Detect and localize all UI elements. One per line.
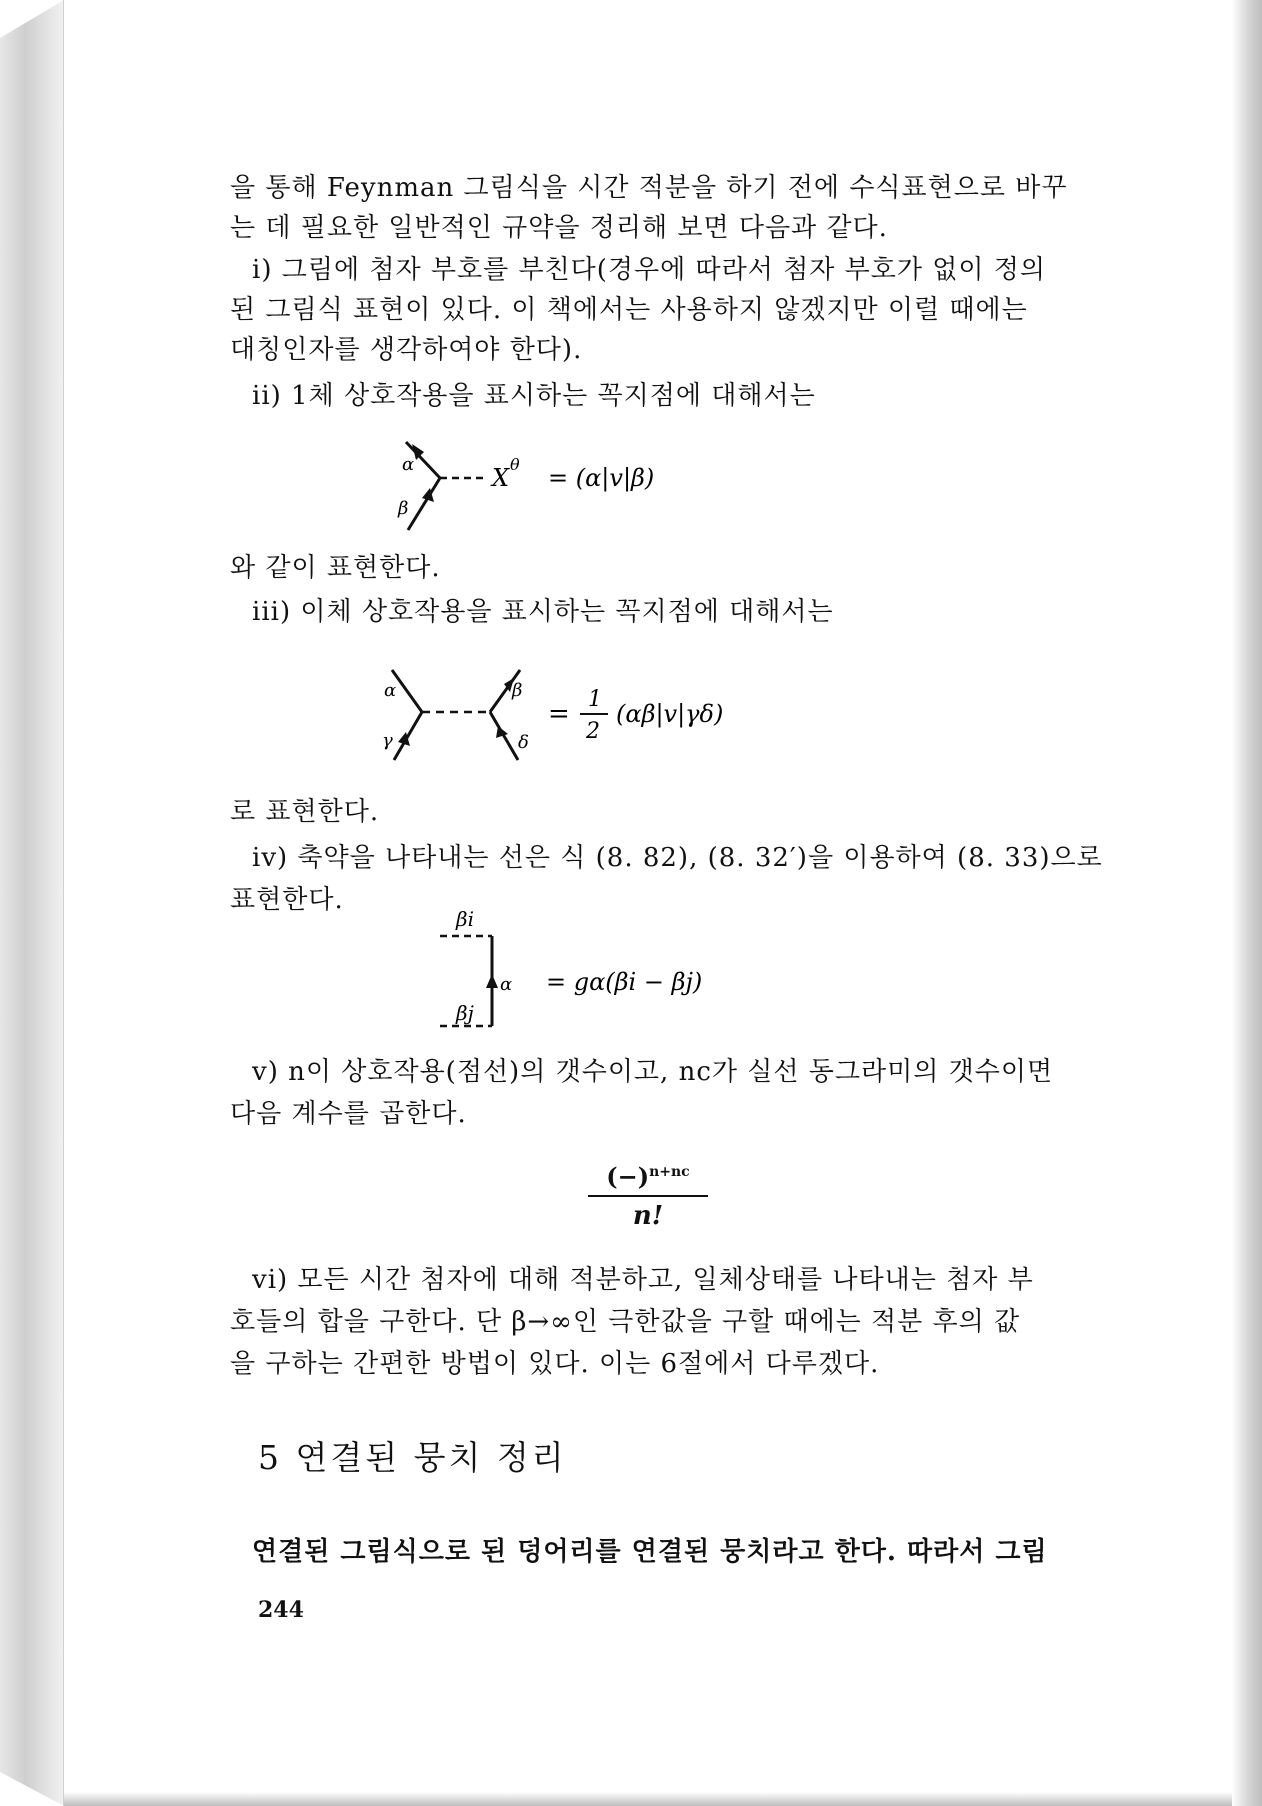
contraction-diagram [436,900,736,1040]
text-line: 된 그림식 표현이 있다. 이 책에서는 사용하지 않겠지만 이럴 때에는 [230,295,1028,325]
text-line: i) 그림에 첨자 부호를 부친다(경우에 따라서 첨자 부호가 없이 정의 [252,255,1047,285]
text-line: 대칭인자를 생각하여야 한다). [230,335,583,365]
fraction-denominator: n! [632,1201,664,1231]
text-line: 와 같이 표현한다. [230,553,441,583]
text-line: 표현한다. [230,885,344,915]
label-gamma: γ [382,730,393,751]
two-body-vertex-diagram [380,660,740,770]
frac-den: 2 [586,719,600,744]
text-line: 호들의 합을 구한다. 단 β→∞인 극한값을 구할 때에는 적분 후의 값 [230,1307,1021,1337]
text-line: iv) 축약을 나타내는 선은 식 (8. 82), (8. 32′)을 이용하여 (8. 33)으로 [252,843,1103,873]
text-line: ii) 1체 상호작용을 표시하는 꼭지점에 대해서는 [252,381,816,411]
text-line: v) n이 상호작용(점선)의 갯수이고, nc가 실선 동그라미의 갯수이면 [252,1057,1054,1087]
text-line: 다음 계수를 곱한다. [230,1099,467,1129]
label-beta-j: βj [456,1001,474,1025]
text-line: 을 구하는 간편한 방법이 있다. 이는 6절에서 다루겠다. [230,1349,880,1379]
text-line: 을 통해 Feynman 그림식을 시간 적분을 하기 전에 수식표현으로 바꾸 [230,173,1068,203]
page-bottom-shadow [64,1792,1232,1806]
label-alpha: α [402,454,415,475]
text-line: 는 데 필요한 일반적인 규약을 정리해 보면 다음과 같다. [230,213,888,243]
label-alpha: α [384,680,397,701]
page-number: 244 [258,1597,304,1623]
text-line: iii) 이체 상호작용을 표시하는 꼭지점에 대해서는 [252,597,834,627]
contraction-equation: = gα(βi − βj) [546,968,703,996]
one-body-equation: = (α|v|β) [548,464,655,492]
label-alpha: α [500,974,513,995]
section-heading: 5 연결된 뭉치 정리 [258,1438,567,1477]
one-body-vertex-diagram [388,430,718,540]
two-body-equation: (αβ|v|γδ) [616,700,724,728]
sign-factor-fraction [588,1162,708,1231]
label-delta: δ [518,732,529,753]
vertex-theta: θ [510,455,520,474]
book-left-edge [0,0,64,1806]
text-line: 로 표현한다. [230,797,380,827]
label-beta-i: βi [456,907,474,931]
text-line: 연결된 그림식으로 된 덩어리를 연결된 뭉치라고 한다. 따라서 그림 [252,1537,1048,1567]
eq-prefix: = [548,699,570,729]
vertex-x: X [492,464,510,492]
fraction-numerator: $(-)^{n+nc}$ [588,1162,708,1197]
book-right-edge [1232,0,1262,1806]
label-beta: β [512,680,523,701]
frac-num: 1 [588,687,602,712]
text-line: vi) 모든 시간 첨자에 대해 적분하고, 일체상태를 나타내는 첨자 부 [252,1265,1034,1295]
label-beta: β [398,498,409,519]
